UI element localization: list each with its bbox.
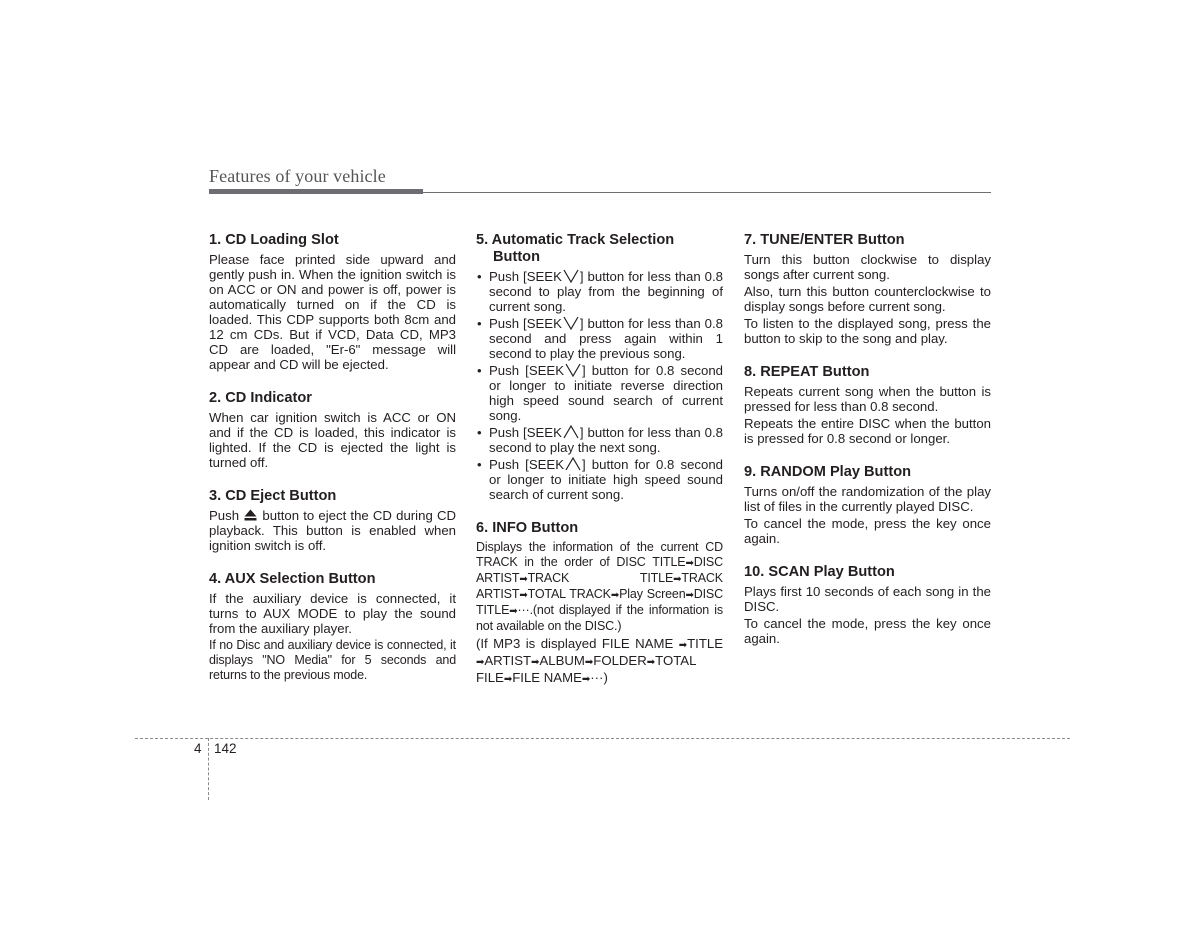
- text-fragment: Displays the information of the current CD TRACK in the order of DISC TITLE: [476, 540, 723, 569]
- section-title: 6. INFO Button: [476, 520, 579, 536]
- column-left: [209, 232, 456, 701]
- section-title: 7. TUNE/ENTER Button: [744, 232, 905, 248]
- chevron-down-icon: [562, 269, 580, 283]
- section-body: When car ignition switch is ACC or ON and if the CD is loaded, this indicator is lighted. If the CD is ejected the light is turned off.: [209, 410, 456, 470]
- section-body: If the auxiliary device is connected, it turns to AUX MODE to play the sound from the auxiliary player.: [209, 591, 456, 636]
- text-fragment: DISC TITLE: [476, 587, 723, 617]
- list-item: [476, 457, 723, 502]
- text-fragment: ] button for 0.8 second or longer to initiate high speed sound search of current song.: [489, 457, 723, 502]
- text-fragment: ] button for 0.8 second or longer to initiate reverse direction high speed sound search of current song.: [489, 363, 723, 423]
- text-fragment: ] button for less than 0.8 second to play from the beginning of current song.: [489, 269, 723, 314]
- list-item: [476, 269, 723, 314]
- section-body: Also, turn this button counterclockwise to display songs before current song.: [744, 284, 991, 314]
- list-item: [476, 425, 723, 455]
- footer-dashed-divider: [208, 738, 209, 800]
- chevron-up-icon: [564, 457, 582, 471]
- page-header-title: Features of your vehicle: [209, 166, 386, 186]
- section-title: 3. CD Eject Button: [209, 488, 337, 504]
- text-fragment: Push: [209, 508, 240, 523]
- section-body: Repeats the entire DISC when the button is pressed for 0.8 second or longer.: [744, 416, 991, 446]
- section-body: Repeats current song when the button is pressed for less than 0.8 second.: [744, 384, 991, 414]
- section-info-button: [476, 520, 723, 687]
- section-title: [476, 232, 723, 266]
- text-fragment: DISC ARTIST: [476, 555, 723, 585]
- text-fragment: TITLE: [687, 636, 723, 651]
- seek-bullet-list: [476, 269, 723, 502]
- column-right: [744, 232, 991, 664]
- text-fragment: ] button for less than 0.8 second to play the next song.: [489, 425, 723, 455]
- section-body: Please face printed side upward and gently push in. When the ignition switch is on ACC or ON and power is off, power is automatically turned on if the CD is loaded. This CDP supports both 8cm and 12 cm CDs. But if VCD, Data CD, MP3 CD are loaded, "Er-6" message will appear and CD will be ejected.: [209, 252, 456, 372]
- section-title: 4. AUX Selection Button: [209, 571, 376, 587]
- section-body-note: If no Disc and auxiliary device is connected, it displays "NO Media" for 5 seconds and returns to the previous mode.: [209, 638, 456, 682]
- text-fragment: TOTAL FILE: [476, 653, 697, 685]
- section-cd-indicator: [209, 390, 456, 470]
- section-title: 10. SCAN Play Button: [744, 564, 895, 580]
- text-fragment: Push [SEEK: [489, 457, 565, 472]
- section-scan-play-button: [744, 564, 991, 646]
- text-fragment: ARTIST: [484, 653, 532, 668]
- text-fragment: Push [SEEK: [489, 316, 562, 331]
- text-fragment: ALBUM: [539, 653, 585, 668]
- right-arrow-icon: ➡: [519, 590, 528, 601]
- right-arrow-icon: ➡: [610, 590, 620, 601]
- right-arrow-icon: ➡: [581, 674, 591, 685]
- section-title: 8. REPEAT Button: [744, 364, 870, 380]
- section-body: Turn this button clockwise to display songs after current song.: [744, 252, 991, 282]
- section-body: [209, 508, 456, 553]
- section-tune-enter-button: [744, 232, 991, 346]
- text-fragment: ···.(not displayed if the information is not available on the DISC.): [476, 603, 723, 633]
- right-arrow-icon: ➡: [646, 657, 656, 668]
- section-cd-eject-button: [209, 488, 456, 553]
- section-body: To cancel the mode, press the key once again.: [744, 616, 991, 646]
- text-fragment: Play Screen: [619, 587, 686, 601]
- chevron-down-icon: [562, 316, 580, 330]
- text-fragment: button to eject the CD during CD playback. This button is enabled when ignition switch is off.: [209, 508, 456, 553]
- right-arrow-icon: ➡: [519, 574, 528, 585]
- text-fragment: FOLDER: [593, 653, 647, 668]
- section-automatic-track-selection: [476, 232, 723, 502]
- page-number: 142: [214, 741, 237, 756]
- section-cd-loading-slot: [209, 232, 456, 372]
- right-arrow-icon: ➡: [685, 558, 694, 569]
- section-body: Plays first 10 seconds of each song in the DISC.: [744, 584, 991, 614]
- header-rule: [209, 192, 991, 193]
- section-title-line-1: 5. Automatic Track Selection: [476, 232, 675, 248]
- column-middle: [476, 232, 723, 705]
- section-repeat-button: [744, 364, 991, 446]
- section-title: 1. CD Loading Slot: [209, 232, 339, 248]
- eject-icon: [244, 509, 257, 521]
- section-body: To cancel the mode, press the key once again.: [744, 516, 991, 546]
- list-item: [476, 316, 723, 361]
- footer-dashed-rule: [135, 738, 1070, 739]
- right-arrow-icon: ➡: [673, 574, 682, 585]
- text-fragment: Push [SEEK: [489, 269, 562, 284]
- section-title-line-2: Button: [493, 249, 541, 265]
- right-arrow-icon: ➡: [531, 657, 540, 668]
- text-fragment: FILE NAME: [512, 670, 582, 685]
- info-order-paragraph: [476, 540, 723, 634]
- right-arrow-icon: ➡: [509, 606, 518, 617]
- right-arrow-icon: ➡: [503, 674, 513, 685]
- text-fragment: Push [SEEK: [489, 363, 565, 378]
- right-arrow-icon: ➡: [678, 640, 688, 651]
- right-arrow-icon: ➡: [476, 657, 485, 668]
- text-fragment: ] button for less than 0.8 second and press again within 1 second to play the previous song.: [489, 316, 723, 361]
- section-random-play-button: [744, 464, 991, 546]
- text-fragment: (If MP3 is displayed FILE NAME: [476, 636, 679, 651]
- section-body: To listen to the displayed song, press the button to skip to the song and play.: [744, 316, 991, 346]
- text-fragment: TRACK ARTIST: [476, 571, 723, 601]
- section-title: 9. RANDOM Play Button: [744, 464, 912, 480]
- text-fragment: TOTAL TRACK: [527, 587, 611, 601]
- section-body: Turns on/off the randomization of the play list of files in the currently played DISC.: [744, 484, 991, 514]
- section-aux-selection-button: [209, 571, 456, 683]
- chapter-number: 4: [194, 741, 202, 756]
- right-arrow-icon: ➡: [685, 590, 694, 601]
- chevron-up-icon: [562, 425, 580, 439]
- text-fragment: ···): [590, 670, 608, 685]
- mp3-order-paragraph: [476, 636, 723, 687]
- text-fragment: Push [SEEK: [489, 425, 562, 440]
- list-item: [476, 363, 723, 423]
- right-arrow-icon: ➡: [584, 657, 594, 668]
- section-title: 2. CD Indicator: [209, 390, 312, 406]
- chevron-down-icon: [564, 363, 582, 377]
- text-fragment: TRACK TITLE: [527, 571, 674, 585]
